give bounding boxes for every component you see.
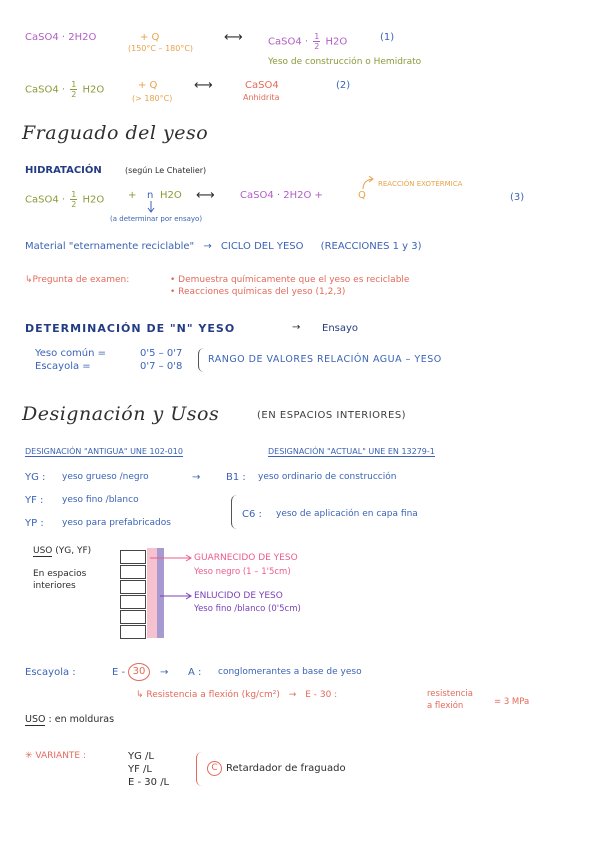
pregunta-bullet-2: • Reacciones químicas del yeso (1,2,3) [170,287,346,297]
espacios-line-2: interiores [33,581,76,591]
eq1-right-b: H2O [325,36,348,48]
variante-label: ✳ VARIANTE : [25,751,87,761]
eq1-arrow: ⟷ [224,30,243,45]
wall-block [120,595,146,609]
designacion-antigua-header: DESIGNACIÓN "ANTIGUA" UNE 102-010 [25,447,183,456]
material-arrow: → [203,241,212,252]
escayola-code-a: E - [112,667,126,678]
curved-arrow-icon [360,176,376,190]
variante-yg: YG /L [128,751,154,762]
res-arrow-2: → [288,690,297,700]
wall-block [120,550,146,564]
eq1-frac-den: 2 [314,42,320,51]
hid-frac-num: 1 [71,190,77,199]
hid-arrow: ⟷ [196,188,215,203]
yp-desc: yeso para prefabricados [62,518,171,528]
hid-number: (3) [510,192,525,203]
eq2-fraction [70,80,77,99]
determinacion-arrow: → [292,322,301,333]
c6-desc: yeso de aplicación en capa fina [276,509,418,519]
uso-label-text: USO [33,546,53,556]
yf-desc: yeso fino /blanco [62,495,139,505]
eq2-plus-q: + Q [138,80,158,91]
e30-label: E - 30 : [305,690,338,700]
eq2-frac-den: 2 [71,90,77,99]
section-heading-designacion-sub: (EN ESPACIOS INTERIORES) [257,410,407,421]
hid-fraction [70,190,77,209]
hidratacion-sub: (según Le Chatelier) [125,166,207,175]
eq1-condition: (150°C – 180°C) [128,44,194,53]
escayola-a: A : [188,667,202,678]
eq2-arrow: ⟷ [194,78,213,93]
eq2-frac-num: 1 [71,80,77,89]
eq2-condition: (> 180°C) [132,94,173,103]
res-text: Resistencia a flexión (kg/cm²) [146,690,280,700]
escayola-ratio-value: 0'7 – 0'8 [140,361,183,372]
reacciones-ref: (REACCIONES 1 y 3) [320,241,422,252]
res2-line-1: resistencia [427,689,473,699]
c6-code: C6 : [242,509,262,520]
hid-left-a: CaSO4 · [25,194,66,206]
pregunta-bullet-1: • Demuestra químicamente que el yeso es reciclable [170,275,410,285]
yg-arrow: → [192,472,201,483]
section-heading-fraguado: Fraguado del yeso [22,122,209,144]
escayola-label: Escayola : [25,667,76,678]
hid-plus: + [128,190,137,201]
res-arrow: ↳ [136,690,144,700]
guarnecido-sub: Yeso negro (1 – 1'5cm) [194,567,291,577]
c6-brace [231,495,238,529]
determinacion-title: DETERMINACIÓN DE "N" YESO [25,322,236,335]
reaccion-exotermica: REACCIÓN EXOTÉRMICA [378,180,463,188]
pregunta-label: ↳Pregunta de examen: [25,275,130,285]
enlucido-sub: Yeso fino /blanco (0'5cm) [194,604,301,614]
rango-text: RANGO DE VALORES RELACIÓN AGUA – YESO [208,354,442,365]
b1-desc: yeso ordinario de construcción [258,472,397,482]
hid-n: n [147,190,154,201]
rango-brace [198,348,205,372]
eq2-number: (2) [336,80,351,91]
material-text [25,241,422,252]
variante-e30: E - 30 /L [128,777,170,788]
wall-block [120,625,146,639]
eq2-right-note: Anhidrita [243,93,280,102]
uso2-line [25,714,114,725]
hidratacion-label: HIDRATACIÓN [25,165,102,176]
escayola-arrow: → [160,667,169,678]
eq1-fraction [313,32,320,51]
resistencia-line [136,690,337,700]
eq2-left [25,80,104,99]
variante-c-circle: C [207,761,222,776]
eq1-right [268,32,347,51]
uso2-label: USO [25,714,46,725]
material-label: Material "eternamente reciclable" [25,241,195,252]
enlucido-label: ENLUCIDO DE YESO [194,591,283,601]
uso2-desc: : en molduras [48,714,115,725]
wall-block [120,565,146,579]
guarnecido-arrow-icon [150,553,194,563]
hidratacion-left [25,190,104,209]
yf-code: YF : [25,495,44,506]
eq1-right-a: CaSO4 · [268,36,309,48]
ensayo-text: Ensayo [322,323,359,334]
b1-code: B1 : [226,472,246,483]
hid-q: Q [358,190,366,201]
ciclo-del-yeso: CICLO DEL YESO [220,241,304,252]
designacion-actual-header: DESIGNACIÓN "ACTUAL" UNE EN 13279-1 [268,447,435,456]
guarnecido-label: GUARNECIDO DE YESO [194,553,298,563]
wall-block [120,610,146,624]
res2-line-2: a flexión [427,701,464,711]
hid-left-b: H2O [82,194,105,206]
yeso-comun-label: Yeso común = [35,348,107,359]
yg-desc: yeso grueso /negro [62,472,149,482]
hid-right: CaSO4 · 2H2O + [240,190,323,201]
variante-brace [196,752,203,786]
section-heading-designacion: Designación y Usos [22,403,220,425]
retardador-text: Retardador de fraguado [226,763,346,774]
yg-code: YG : [25,472,46,483]
espacios-line-1: En espacios [33,569,87,579]
eq1-note: Yeso de construcción o Hemidrato [268,57,422,67]
eq2-right: CaSO4 [245,80,279,91]
eq2-left-b: H2O [82,84,105,96]
escayola-ratio-label: Escayola = [35,361,91,372]
hid-h2o: H2O [160,190,182,201]
escayola-a-desc: conglomerantes a base de yeso [218,667,362,677]
n-down-arrow-icon [146,201,156,213]
eq1-plus-q: + Q [140,32,160,43]
escayola-code-num: 30 [128,663,150,681]
uso-label [33,546,91,556]
wall-block [120,580,146,594]
yp-code: YP : [25,518,44,529]
eq1-left: CaSO4 · 2H2O [25,32,97,43]
mpa-value: = 3 MPa [494,697,530,707]
uso-codes: (YG, YF) [55,546,92,556]
eq2-left-a: CaSO4 · [25,84,66,96]
hid-n-note: (a determinar por ensayo) [110,215,203,223]
yeso-comun-value: 0'5 – 0'7 [140,348,183,359]
eq1-frac-num: 1 [314,32,320,41]
variante-yf: YF /L [128,764,152,775]
hid-frac-den: 2 [71,200,77,209]
eq1-number: (1) [380,32,395,43]
enlucido-arrow-icon [160,591,194,601]
